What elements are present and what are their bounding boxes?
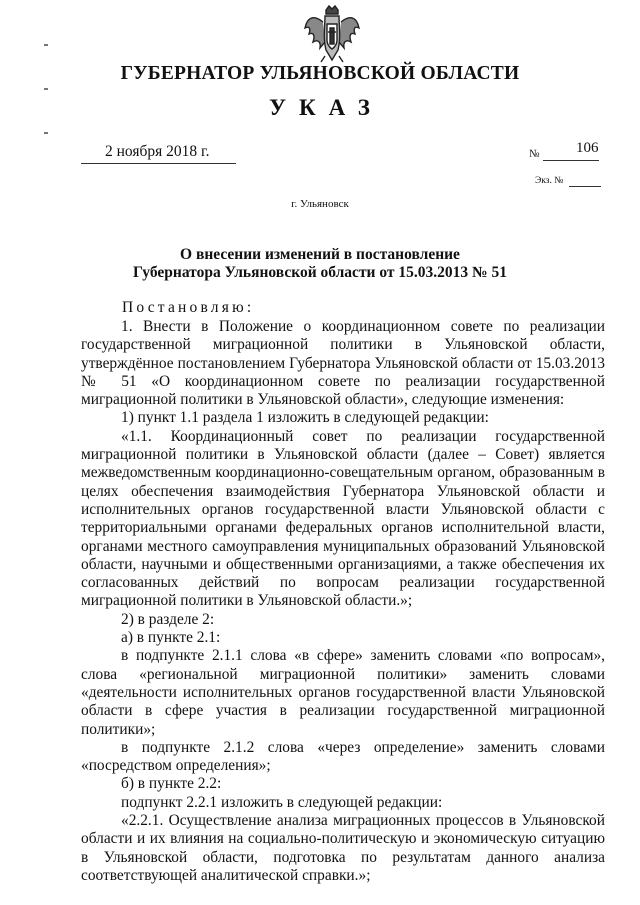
- coat-of-arms-icon: [301, 4, 363, 66]
- date-underline: [81, 163, 236, 164]
- decree-number: 106: [576, 140, 599, 156]
- paragraph: подпункт 2.2.1 изложить в следующей редакции:: [121, 793, 443, 811]
- title-line-1: О внесении изменений в постановление: [180, 246, 460, 263]
- paragraph: «2.2.1. Осуществление анализа миграционных процессов в Ульяновской области и их влияния на социально-политическую и экономическую ситуацию в Ульяновской области, подготовка по результатам данного анализа соответствующей аналитической справки.»;: [81, 812, 605, 884]
- city: г. Ульяновск: [291, 198, 349, 210]
- document-body: [81, 318, 605, 885]
- margin-mark: [44, 132, 48, 134]
- margin-mark: [44, 44, 48, 46]
- copy-label: Экз. №: [535, 176, 564, 186]
- paragraph: б) в пункте 2.2:: [121, 775, 222, 793]
- number-underline: [543, 160, 599, 161]
- copy-underline: [569, 186, 601, 187]
- paragraph: 1. Внести в Положение о координационном совете по реализации государственной миграционной политики в Ульяновской области, утверждённое постановлением Губернатора Ульяновской области от 15.03.2013 № 51 «О координационном совете по реализации государственной миграционной политики в Ульяновской области», следующие изменения:: [81, 318, 605, 409]
- paragraph: «1.1. Координационный совет по реализации государственной миграционной политики в Ульяновской области (далее – Совет) является межведомственным координационно-совещательным органом, образованным в целях обеспечения взаимодействия Губернатора Ульяновской области и исполнительных органов государственной власти Ульяновской области с территориальными органами федеральных органов исполнительной власти, органами местного самоуправления муниципальных образований Ульяновской области, научными и общественными организациями, а также обеспечения их согласованных действий по вопросам реализации государственной миграционной политики в Ульяновской области.»;: [81, 427, 605, 610]
- title-line-2: Губернатора Ульяновской области от 15.03.2013 № 51: [133, 264, 507, 281]
- document-type: УКАЗ: [269, 95, 383, 120]
- paragraph: 1) пункт 1.1 раздела 1 изложить в следующей редакции:: [121, 409, 489, 427]
- paragraph: а) в пункте 2.1:: [121, 629, 221, 647]
- margin-mark: [44, 88, 48, 90]
- paragraph: в подпункте 2.1.2 слова «через определение» заменить словами «посредством определения»;: [81, 738, 605, 775]
- issuing-authority: ГУБЕРНАТОР УЛЬЯНОВСКОЙ ОБЛАСТИ: [120, 63, 520, 84]
- decree-date: 2 ноября 2018 г.: [105, 143, 210, 160]
- decree-word: Постановляю:: [122, 299, 255, 316]
- number-label: №: [529, 148, 540, 160]
- paragraph: 2) в разделе 2:: [121, 610, 215, 628]
- paragraph: в подпункте 2.1.1 слова «в сфере» заменить словами «по вопросам», слова «региональной миграционной политики» заменить словами «деятельности исполнительных органов государственной власти Ульяновской области в сфере участия в реализации государственной миграционной политики»;: [81, 647, 605, 738]
- document-title: [0, 246, 640, 282]
